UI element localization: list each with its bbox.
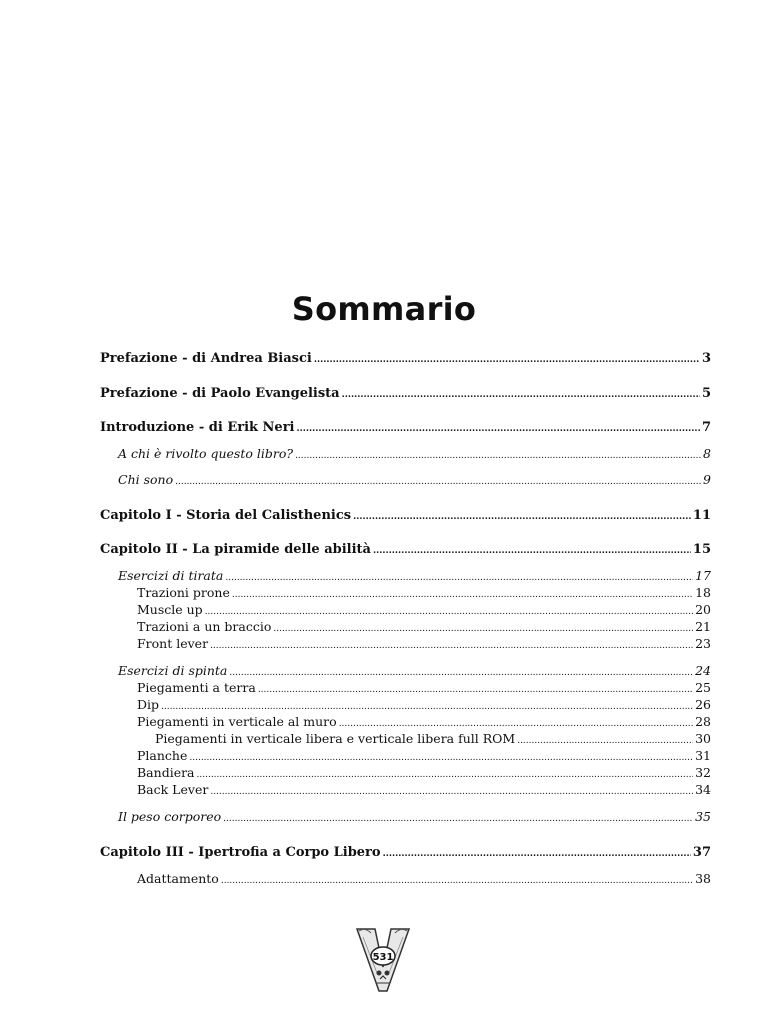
toc-entry-muscle-up[interactable] bbox=[137, 602, 711, 620]
toc-label: Prefazione - di Paolo Evangelista bbox=[100, 386, 340, 401]
toc-page-number: 25 bbox=[695, 680, 711, 695]
toc-leader bbox=[229, 665, 693, 681]
logo-text: 531 bbox=[372, 952, 394, 963]
toc-page-number: 32 bbox=[695, 765, 711, 780]
toc-page-number: 21 bbox=[695, 619, 711, 634]
toc-page-number: 31 bbox=[695, 748, 711, 763]
skull-emblem-icon bbox=[353, 923, 413, 995]
toc-page-number: 5 bbox=[701, 386, 711, 401]
toc-page-number: 17 bbox=[695, 568, 711, 583]
toc-entry-esercizi-di-spinta[interactable] bbox=[118, 663, 711, 681]
toc-leader bbox=[273, 621, 693, 637]
toc-entry-dip[interactable] bbox=[137, 697, 711, 715]
toc-label: Prefazione - di Andrea Biasci bbox=[100, 351, 312, 366]
toc-entry-introduzione[interactable] bbox=[100, 420, 711, 437]
toc-leader bbox=[223, 811, 693, 827]
toc-entry-capitolo-1[interactable] bbox=[100, 508, 711, 525]
toc-label: Capitolo I - Storia del Calisthenics bbox=[100, 508, 352, 523]
toc-page-number: 24 bbox=[695, 663, 711, 678]
toc-entry-trazioni-prone[interactable] bbox=[137, 585, 711, 603]
toc-entry-trazioni-a-un-braccio[interactable] bbox=[137, 619, 711, 637]
toc-page-number: 37 bbox=[692, 845, 711, 860]
toc-page-number: 3 bbox=[701, 351, 711, 366]
toc-page-number: 23 bbox=[695, 636, 711, 651]
toc-label: Front lever bbox=[137, 636, 209, 651]
toc-page-number: 30 bbox=[695, 731, 711, 746]
toc-page-number: 7 bbox=[701, 420, 711, 435]
toc-entry-esercizi-di-tirata[interactable] bbox=[118, 568, 711, 586]
toc-leader bbox=[175, 474, 701, 490]
toc-entry-capitolo-2[interactable] bbox=[100, 542, 711, 559]
toc-page-number: 26 bbox=[695, 697, 711, 712]
toc-leader bbox=[197, 767, 694, 783]
toc-label: Capitolo II - La piramide delle abilità bbox=[100, 542, 371, 557]
toc-page-number: 15 bbox=[692, 542, 711, 557]
toc-page-number: 20 bbox=[695, 602, 711, 617]
toc-label: Back Lever bbox=[137, 782, 209, 797]
toc-page-number: 34 bbox=[695, 782, 711, 797]
toc-entry-piegamenti-verticale-libera[interactable] bbox=[155, 731, 711, 749]
toc-leader bbox=[295, 448, 701, 464]
toc-page-number: 8 bbox=[703, 446, 711, 461]
toc-entry-adattamento[interactable] bbox=[137, 871, 711, 889]
toc-label: Chi sono bbox=[118, 472, 174, 487]
toc-leader bbox=[517, 733, 693, 749]
toc-leader bbox=[314, 352, 700, 368]
toc-leader bbox=[205, 604, 693, 620]
toc-entry-chi-sono[interactable] bbox=[118, 472, 711, 490]
toc-leader bbox=[297, 421, 700, 437]
toc-page-number: 38 bbox=[695, 871, 711, 886]
toc-entry-prefazione-biasci[interactable] bbox=[100, 351, 711, 368]
toc-leader bbox=[210, 784, 693, 800]
toc-page-number: 9 bbox=[703, 472, 711, 487]
toc-label: Piegamenti in verticale al muro bbox=[137, 714, 337, 729]
toc-label: Esercizi di tirata bbox=[118, 568, 224, 583]
toc-entry-piegamenti-a-terra[interactable] bbox=[137, 680, 711, 698]
toc-label: Piegamenti in verticale libera e verticale libera full ROM bbox=[155, 731, 516, 746]
toc-page-number: 18 bbox=[695, 585, 711, 600]
toc-leader bbox=[339, 716, 693, 732]
toc-entry-front-lever[interactable] bbox=[137, 636, 711, 654]
toc-entry-prefazione-evangelista[interactable] bbox=[100, 386, 711, 403]
toc-leader bbox=[383, 846, 691, 862]
toc-label: Il peso corporeo bbox=[118, 809, 222, 824]
toc-leader bbox=[373, 543, 691, 559]
toc-leader bbox=[221, 873, 693, 889]
toc-page-number: 11 bbox=[692, 508, 711, 523]
toc-label: Dip bbox=[137, 697, 160, 712]
toc-label: Planche bbox=[137, 748, 188, 763]
toc-page-number: 35 bbox=[695, 809, 711, 824]
toc-leader bbox=[161, 699, 693, 715]
toc-label: Trazioni prone bbox=[137, 585, 230, 600]
toc-label: Piegamenti a terra bbox=[137, 680, 256, 695]
toc-leader bbox=[258, 682, 693, 698]
toc-label: Capitolo III - Ipertrofia a Corpo Libero bbox=[100, 845, 381, 860]
toc-label: Introduzione - di Erik Neri bbox=[100, 420, 295, 435]
toc-label: A chi è rivolto questo libro? bbox=[118, 446, 294, 461]
toc-entry-il-peso-corporeo[interactable] bbox=[118, 809, 711, 827]
toc-leader bbox=[225, 570, 693, 586]
toc-entry-bandiera[interactable] bbox=[137, 765, 711, 783]
toc-label: Adattamento bbox=[137, 871, 219, 886]
toc-entry-a-chi-e-rivolto[interactable] bbox=[118, 446, 711, 464]
toc-entry-back-lever[interactable] bbox=[137, 782, 711, 800]
toc-leader bbox=[353, 509, 691, 525]
page-title: Sommario bbox=[291, 290, 477, 328]
toc-label: Esercizi di spinta bbox=[118, 663, 228, 678]
toc-leader bbox=[232, 587, 693, 603]
toc-leader bbox=[342, 387, 700, 403]
toc-leader bbox=[210, 638, 693, 654]
toc-entry-capitolo-3[interactable] bbox=[100, 845, 711, 862]
toc-label: Trazioni a un braccio bbox=[137, 619, 272, 634]
toc-label: Muscle up bbox=[137, 602, 203, 617]
toc-entry-piegamenti-verticale-muro[interactable] bbox=[137, 714, 711, 732]
toc-page-number: 28 bbox=[695, 714, 711, 729]
toc-label: Bandiera bbox=[137, 765, 195, 780]
toc-leader bbox=[189, 750, 693, 766]
toc-entry-planche[interactable] bbox=[137, 748, 711, 766]
